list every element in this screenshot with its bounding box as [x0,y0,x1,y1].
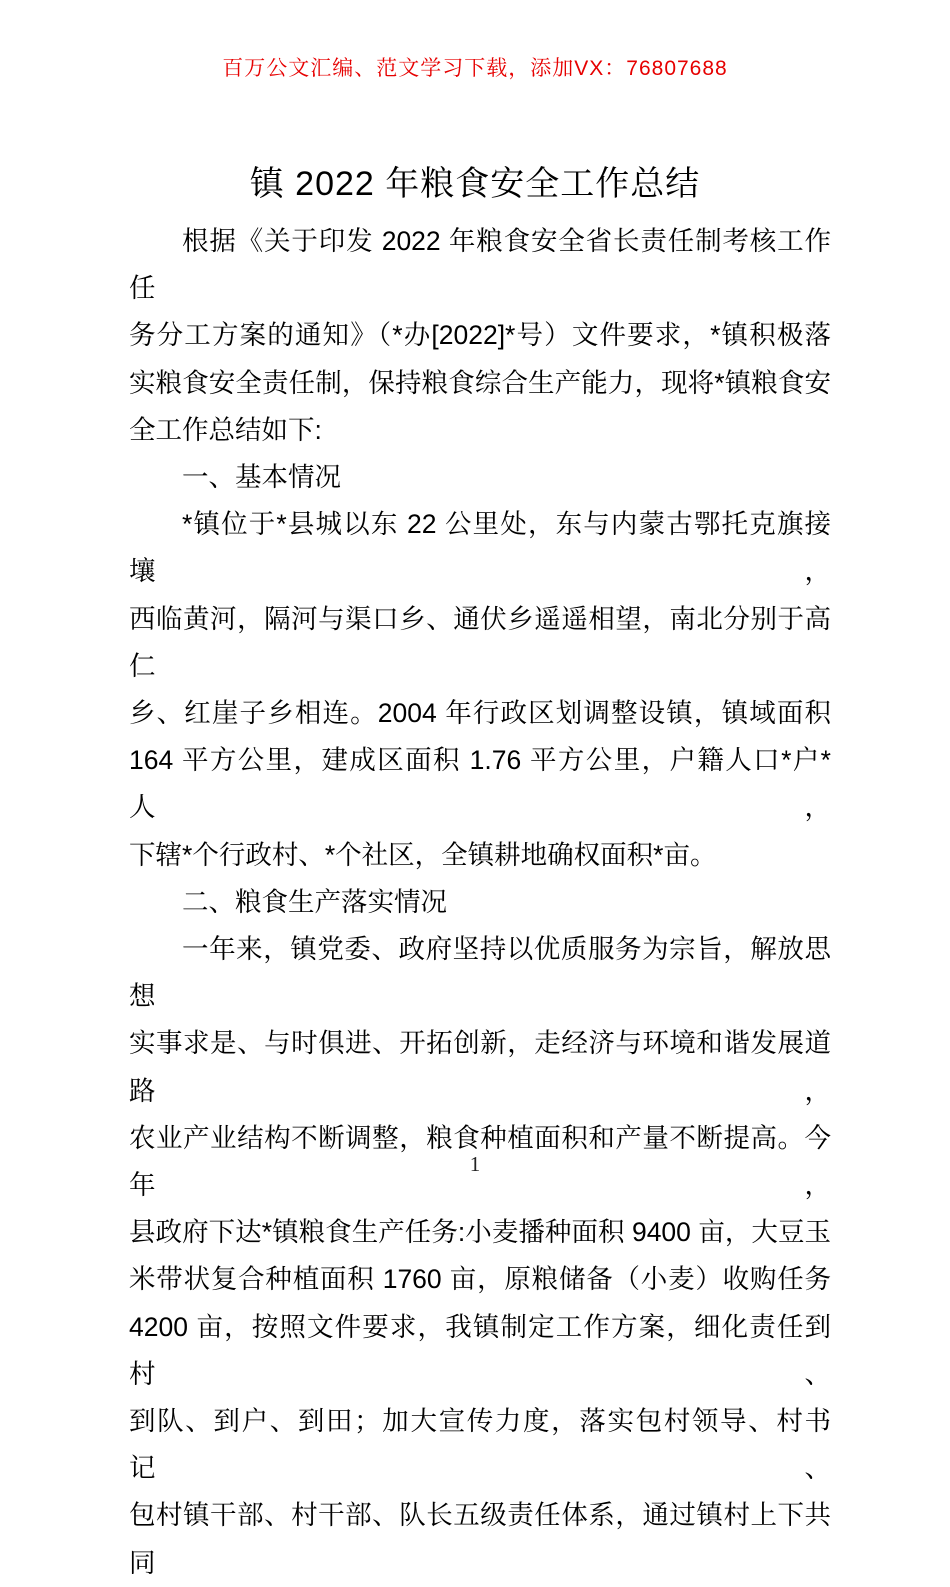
promo-notice: 百万公文汇编、范文学习下载，添加VX：76807688 [222,57,728,80]
page-title: 镇 2022 年粮食安全工作总结 [249,165,701,203]
doc-line: 务分工方案的通知》（*办[2022]*号）文件要求，*镇积极落 [129,320,831,351]
section-heading: 二、粮食生产落实情况 [182,886,447,917]
doc-line: 到队、到户、到田；加大宣传力度，落实包村领导、村书记、 [129,1406,831,1484]
doc-body [129,218,831,1587]
doc-line: *镇位于*县城以东 22 公里处，东与内蒙古鄂托克旗接壤， [129,509,831,587]
page-number: 1 [469,1152,481,1176]
doc-line: 根据《关于印发 2022 年粮食安全省长责任制考核工作任 [129,226,831,304]
doc-line: 164 平方公里，建成区面积 1.76 平方公里，户籍人口*户*人， [129,745,831,823]
doc-line: 全工作总结如下: [129,414,322,445]
doc-line: 实粮食安全责任制，保持粮食综合生产能力，现将*镇粮食安 [129,367,831,398]
doc-line: 米带状复合种植面积 1760 亩，原粮储备（小麦）收购任务 [129,1264,831,1295]
doc-line: 西临黄河，隔河与渠口乡、通伏乡遥遥相望，南北分别于高仁 [129,603,831,681]
section-heading: 一、基本情况 [182,462,341,493]
doc-line: 一年来，镇党委、政府坚持以优质服务为宗旨，解放思想 [129,934,831,1012]
doc-line: 县政府下达*镇粮食生产任务:小麦播种面积 9400 亩，大豆玉 [129,1217,831,1248]
doc-line: 实事求是、与时俱进、开拓创新，走经济与环境和谐发展道路， [129,1028,831,1106]
doc-line: 下辖*个行政村、*个社区，全镇耕地确权面积*亩。 [129,839,717,870]
doc-line: 乡、红崖子乡相连。2004 年行政区划调整设镇，镇域面积 [129,698,831,729]
doc-line: 农业产业结构不断调整，粮食种植面积和产量不断提高。今年， [129,1122,831,1201]
doc-line: 包村镇干部、村干部、队长五级责任体系，通过镇村上下共同 [129,1500,831,1578]
doc-line: 4200 亩，按照文件要求，我镇制定工作方案，细化责任到村、 [129,1311,831,1389]
